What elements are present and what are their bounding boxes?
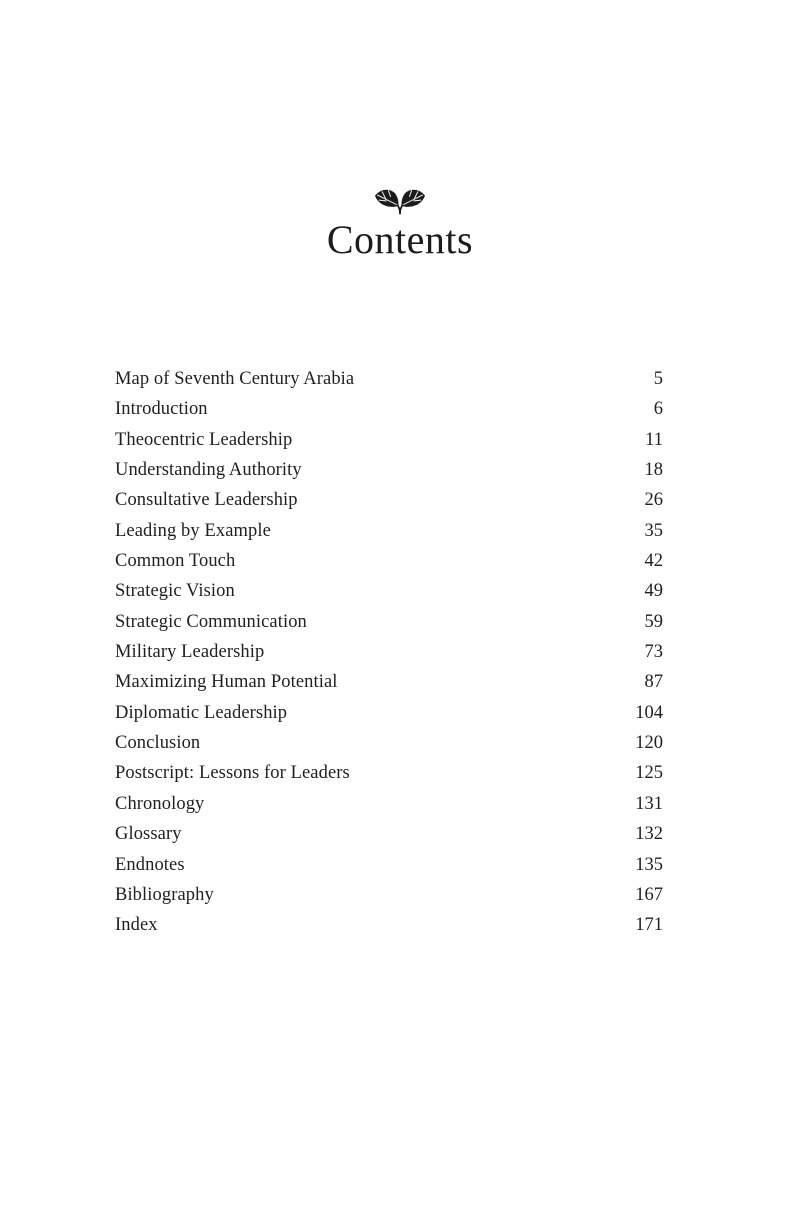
double-leaf-ornament-icon [0,186,800,215]
toc-entry [115,455,663,485]
toc-entry-title: Map of Seventh Century Arabia [115,369,355,389]
toc-entry-page-number: 49 [644,581,663,602]
toc-entry-title: Strategic Vision [115,581,235,602]
toc-entry-page-number: 131 [635,793,663,814]
toc-entry-page-number: 26 [644,490,663,511]
toc-entry-page-number: 6 [653,399,663,420]
toc-entry-page-number: 18 [644,460,663,481]
toc-entry-page-number: 120 [635,733,663,754]
toc-entry-title: Glossary [115,824,182,845]
toc-entry-page-number: 125 [635,763,663,784]
toc-entry [115,425,663,455]
toc-entry-page-number: 5 [653,369,663,389]
toc-entry [115,698,663,728]
toc-entry-title: Index [115,915,158,936]
table-of-contents [115,364,663,941]
toc-entry [115,394,663,424]
toc-entry-page-number: 135 [635,854,663,875]
toc-entry [115,546,663,576]
toc-entry [115,576,663,606]
toc-entry [115,637,663,667]
toc-entry [115,607,663,637]
toc-entry [115,910,663,940]
toc-entry-title: Postscript: Lessons for Leaders [115,763,350,784]
toc-entry [115,364,663,394]
toc-entry-page-number: 87 [644,672,663,693]
toc-entry-title: Introduction [115,399,208,420]
toc-entry [115,516,663,546]
toc-entry-title: Maximizing Human Potential [115,672,338,693]
toc-entry-page-number: 104 [635,702,663,723]
toc-entry-page-number: 132 [635,824,663,845]
toc-entry-title: Bibliography [115,884,214,905]
toc-entry-page-number: 42 [644,551,663,572]
toc-entry-page-number: 73 [644,642,663,663]
toc-entry-title: Common Touch [115,551,236,572]
toc-entry [115,728,663,758]
toc-entry [115,485,663,515]
toc-entry-title: Theocentric Leadership [115,429,293,450]
toc-entry-title: Diplomatic Leadership [115,702,288,723]
toc-entry-title: Consultative Leadership [115,490,298,511]
toc-entry-page-number: 59 [644,611,663,632]
toc-entry-title: Strategic Communication [115,611,307,632]
toc-entry-title: Endnotes [115,854,185,875]
toc-entry [115,850,663,880]
toc-entry [115,758,663,788]
toc-entry-title: Military Leadership [115,642,265,663]
toc-entry-page-number: 35 [644,520,663,541]
toc-entry [115,819,663,849]
toc-entry-page-number: 171 [635,915,663,936]
toc-entry-title: Chronology [115,793,205,814]
toc-entry-page-number: 11 [645,429,663,450]
toc-entry-title: Understanding Authority [115,460,302,481]
toc-entry [115,789,663,819]
toc-entry [115,667,663,697]
toc-entry-title: Conclusion [115,733,201,754]
page-title: Contents [326,217,474,262]
toc-entry-title: Leading by Example [115,520,271,541]
toc-entry-page-number: 167 [635,884,663,905]
toc-entry [115,880,663,910]
